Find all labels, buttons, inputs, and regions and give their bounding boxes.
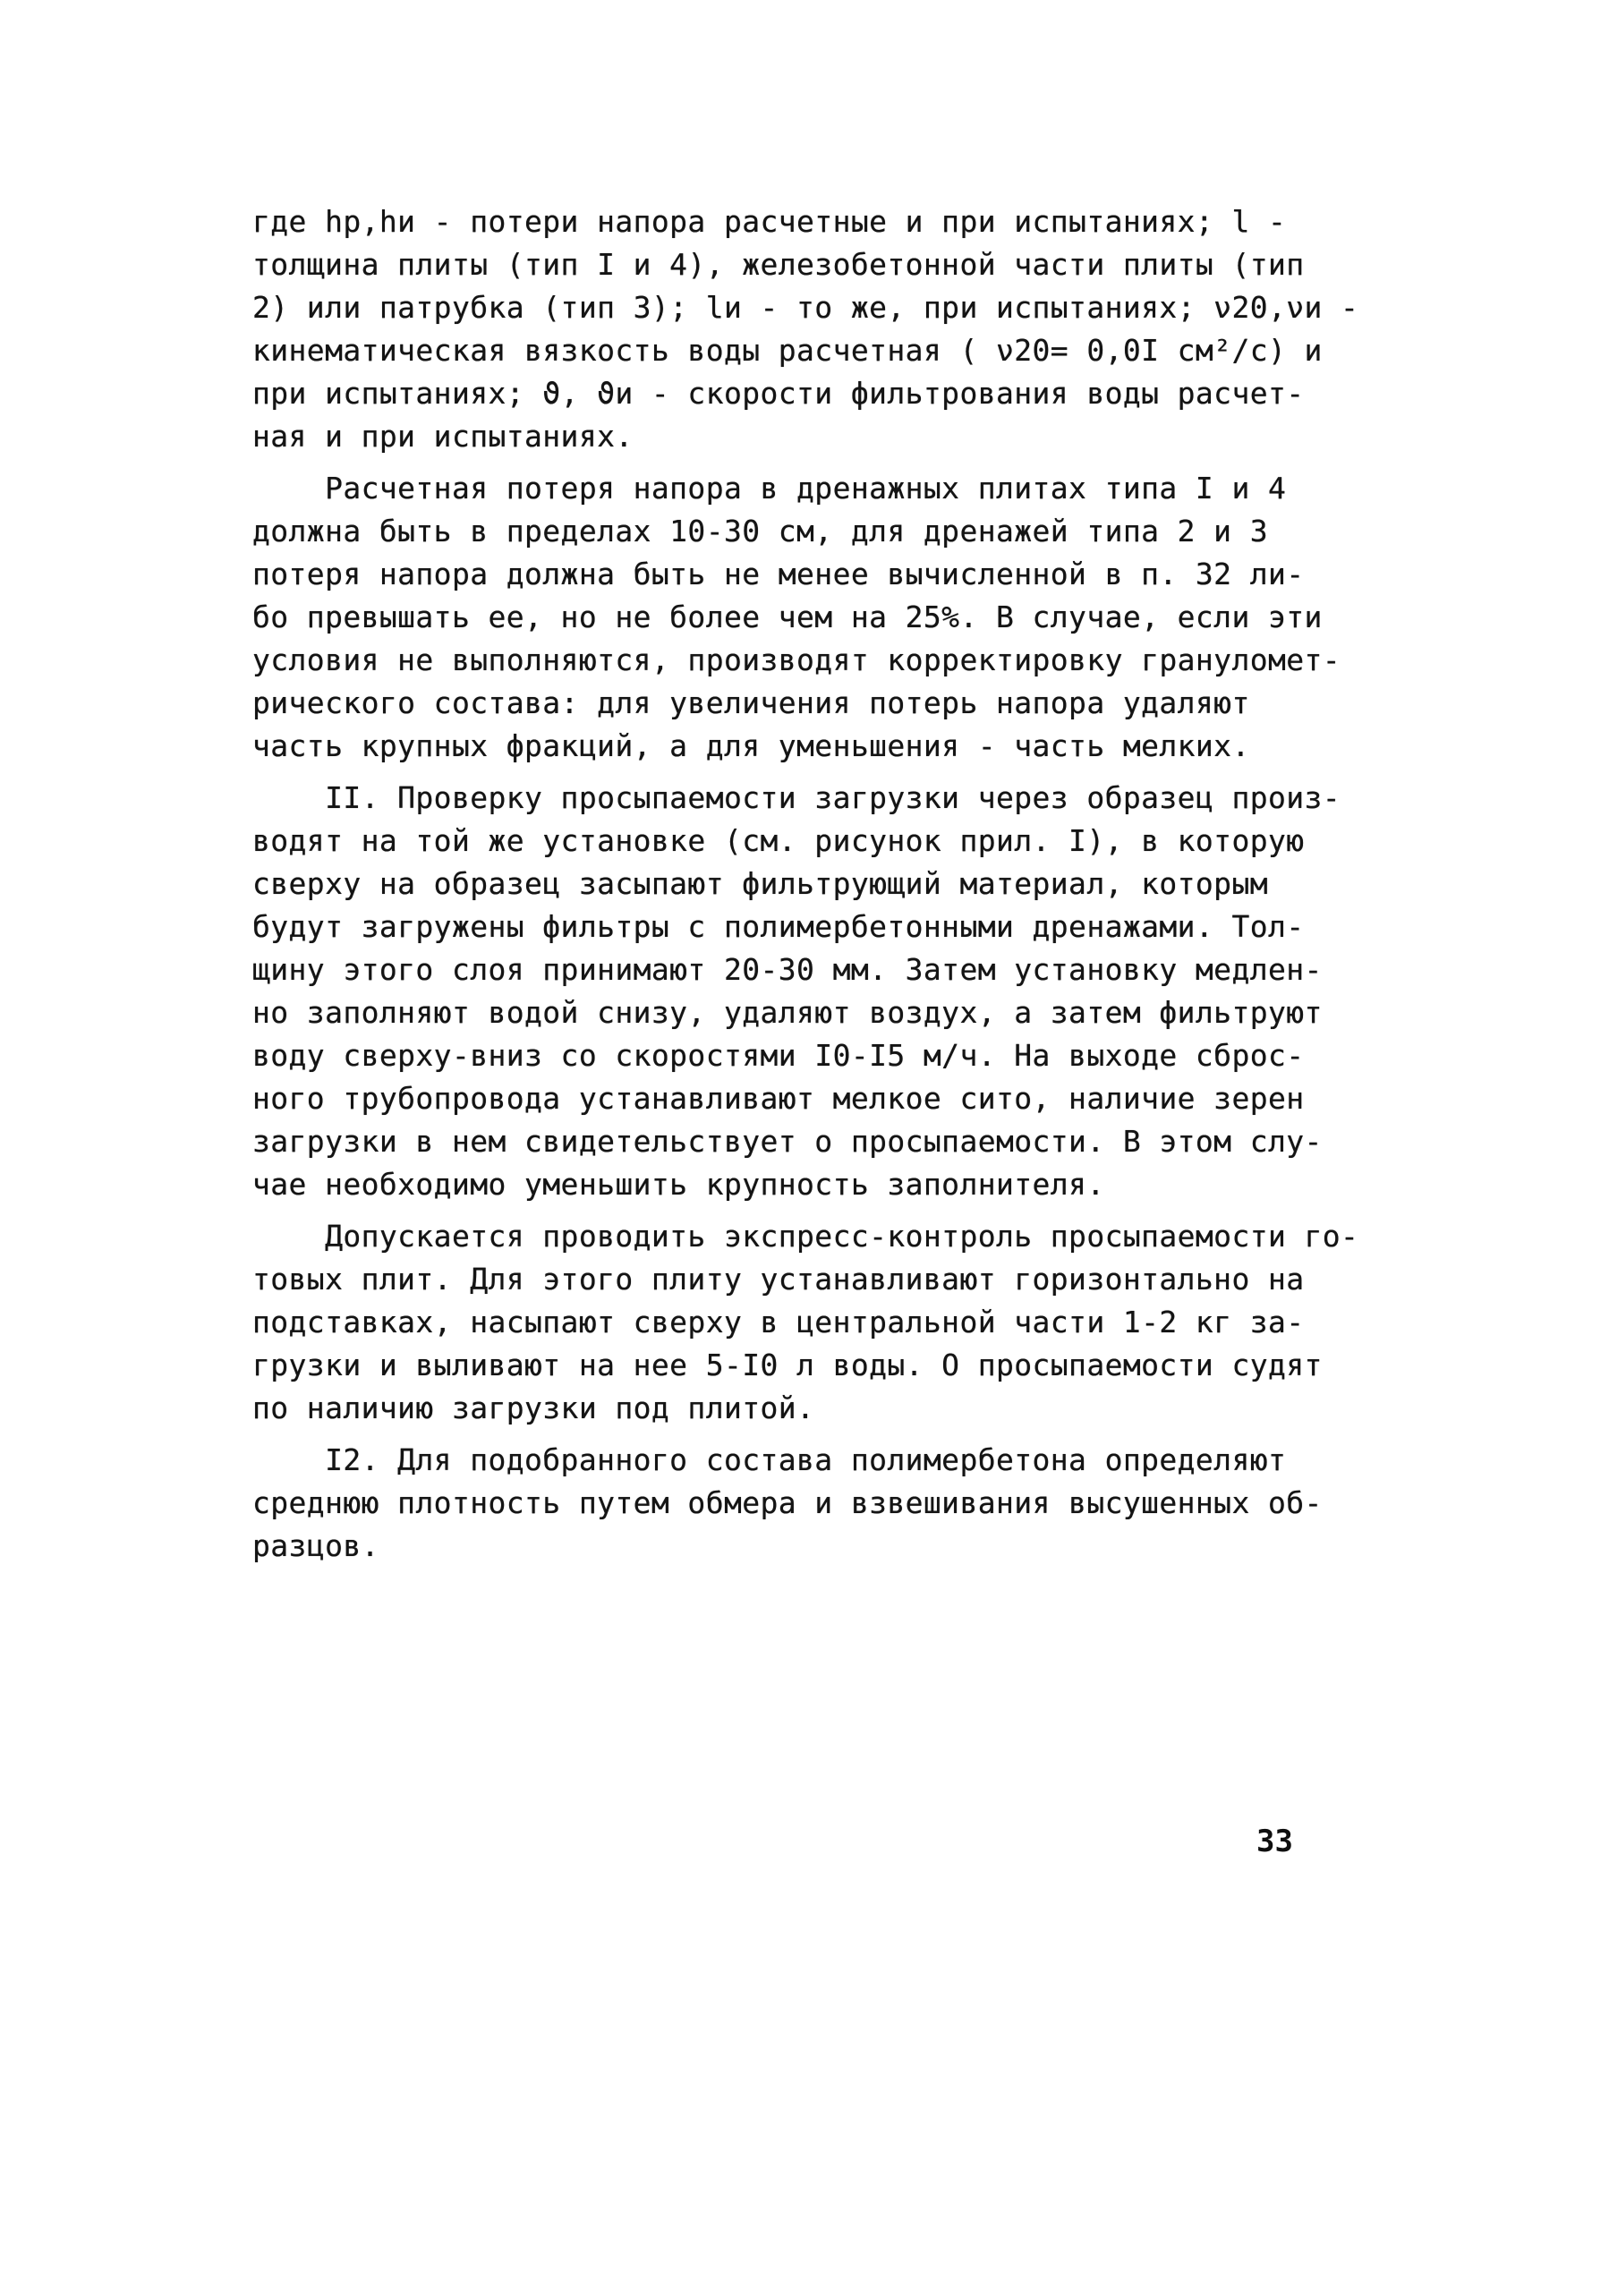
section-11-paragraph <box>252 777 1362 1206</box>
text-line: щину этого слоя принимают 20-30 мм. Затем установку медлен- <box>252 952 1323 987</box>
text-line: будут загружены фильтры с полимербетонными дренажами. Тол- <box>252 909 1305 944</box>
text-line: Допускается проводить экспресс-контроль просыпаемости го- <box>252 1219 1359 1254</box>
text-line: I2. Для подобранного состава полимербетона определяют <box>252 1442 1287 1477</box>
text-line: бо превышать ее, но не более чем на 25%. В случае, если эти <box>252 600 1323 634</box>
text-line: разцов. <box>252 1528 379 1563</box>
text-line: воду сверху-вниз со скоростями I0-I5 м/ч. На выходе сброс- <box>252 1038 1305 1073</box>
text-line: подставках, насыпают сверху в центральной части 1-2 кг за- <box>252 1305 1305 1339</box>
text-line: сверху на образец засыпают фильтрующий материал, которым <box>252 866 1268 901</box>
page-number: 33 <box>1256 1824 1293 1859</box>
paragraph-gap <box>252 1206 1362 1215</box>
text-line: при испытаниях; ϑ, ϑи - скорости фильтрования воды расчет- <box>252 376 1305 411</box>
definitions-paragraph <box>252 200 1362 458</box>
text-line: товых плит. Для этого плиту устанавливают горизонтально на <box>252 1262 1305 1297</box>
paragraph-gap <box>252 768 1362 777</box>
text-line: чае необходимо уменьшить крупность заполнителя. <box>252 1167 1105 1202</box>
text-line: среднюю плотность путем обмера и взвешивания высушенных об- <box>252 1485 1323 1520</box>
text-line: рического состава: для увеличения потерь напора удаляют <box>252 685 1250 720</box>
section-12-paragraph <box>252 1439 1362 1568</box>
paragraph-gap <box>252 458 1362 467</box>
text-line: где hр,hи - потери напора расчетные и при испытаниях; l - <box>252 204 1287 239</box>
express-control-paragraph <box>252 1215 1362 1430</box>
text-line: 2) или патрубка (тип 3); lи - то же, при испытаниях; ν20,νи - <box>252 290 1359 325</box>
text-line: часть крупных фракций, а для уменьшения - часть мелких. <box>252 728 1250 763</box>
text-line: грузки и выливают на нее 5-I0 л воды. О просыпаемости судят <box>252 1348 1323 1382</box>
text-line: кинематическая вязкость воды расчетная ( ν20= 0,0I см²/с) и <box>252 333 1323 368</box>
text-line: ная и при испытаниях. <box>252 419 634 454</box>
text-line: но заполняют водой снизу, удаляют воздух, а затем фильтруют <box>252 995 1323 1030</box>
text-line: условия не выполняются, производят корректировку грануломет- <box>252 642 1341 677</box>
page-text <box>252 200 1362 1568</box>
text-line: II. Проверку просыпаемости загрузки через образец произ- <box>252 780 1341 815</box>
text-line: водят на той же установке (см. рисунок прил. I), в которую <box>252 823 1305 858</box>
head-loss-paragraph <box>252 467 1362 768</box>
text-line: ного трубопровода устанавливают мелкое сито, наличие зерен <box>252 1081 1305 1116</box>
text-line: Расчетная потеря напора в дренажных плитах типа I и 4 <box>252 471 1287 506</box>
text-line: толщина плиты (тип I и 4), железобетонной части плиты (тип <box>252 247 1305 282</box>
text-line: должна быть в пределах 10-30 см, для дренажей типа 2 и 3 <box>252 514 1268 548</box>
text-line: по наличию загрузки под плитой. <box>252 1390 815 1425</box>
text-line: загрузки в нем свидетельствует о просыпаемости. В этом слу- <box>252 1124 1323 1159</box>
text-line: потеря напора должна быть не менее вычисленной в п. 32 ли- <box>252 557 1305 591</box>
paragraph-gap <box>252 1430 1362 1439</box>
